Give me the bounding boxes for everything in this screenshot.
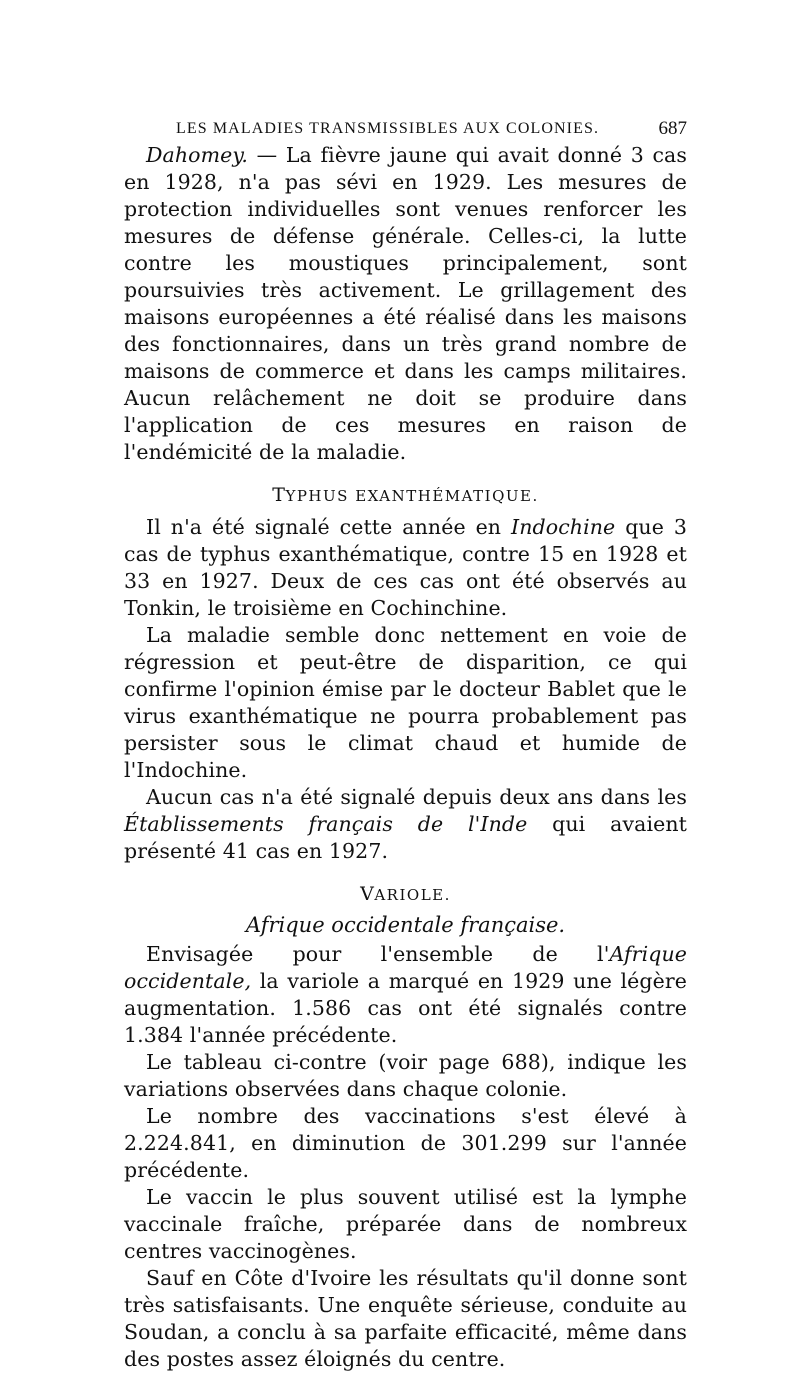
place-etablissements-inde: Établissements français de l'Inde: [124, 812, 528, 836]
paragraph-variole-3: Le nombre des vaccinations s'est élevé à 2.224.841, en diminution de 301.299 sur l'année précédente.: [124, 1104, 687, 1182]
page-number: 687: [658, 118, 687, 139]
place-indochine: Indochine: [511, 515, 616, 539]
dahomey-label: Dahomey.: [146, 143, 248, 167]
paragraph-dahomey: [124, 142, 687, 466]
dahomey-text: — La fièvre jaune qui avait donné 3 cas en 1928, n'a pas sévi en 1929. Les mesures de protection individuelles sont venues renforcer les mesures de défense générale. Celles-ci, la lutte contre les moustiques principalement, sont poursuivies très activement. Le grillagement des maisons européennes a été réalisé dans les maisons des fonctionnaires, dans un très grand nombre de maisons de commerce et dans les camps militaires. Aucun relâchement ne doit se produire dans l'application de ces mesures en raison de l'endémicité de la maladie.: [124, 143, 687, 464]
section-heading-typhus: TYPHUS EXANTHÉMATIQUE.: [272, 484, 539, 506]
page: [124, 118, 687, 1373]
paragraph-variole-1: Envisagée pour l'ensemble de l'Afrique occidentale, la variole a marqué en 1929 une légère augmentation. 1.586 cas ont été signalés contre 1.384 l'année précédente.: [124, 942, 687, 1047]
section-heading-variole: VARIOLE.: [360, 883, 451, 905]
paragraph-variole-5: Sauf en Côte d'Ivoire les résultats qu'il donne sont très satisfaisants. Une enquête sérieuse, conduite au Soudan, a conclu à sa parfaite efficacité, même dans des postes assez éloignés du centre.: [124, 1266, 687, 1371]
paragraph-typhus-3: Aucun cas n'a été signalé depuis deux ans dans les Établissements français de l'Inde qui avaient présenté 41 cas en 1927.: [124, 785, 687, 863]
subheading-afrique-occidentale: Afrique occidentale française.: [245, 913, 566, 937]
paragraph-variole-4: Le vaccin le plus souvent utilisé est la lymphe vaccinale fraîche, préparée dans de nombreux centres vaccinogènes.: [124, 1185, 687, 1263]
paragraph-typhus-2: La maladie semble donc nettement en voie de régression et peut-être de disparition, ce qui confirme l'opinion émise par le docteur Bablet que le virus exanthématique ne pourra probablement pas persister sous le climat chaud et humide de l'Indochine.: [124, 623, 687, 782]
place-afrique-occidentale: Afrique occidentale,: [124, 942, 687, 993]
paragraph-variole-2: Le tableau ci-contre (voir page 688), indique les variations observées dans chaque colonie.: [124, 1050, 687, 1101]
running-head: [124, 118, 687, 142]
running-title: LES MALADIES TRANSMISSIBLES AUX COLONIES.: [176, 120, 600, 137]
paragraph-typhus-1: Il n'a été signalé cette année en Indochine que 3 cas de typhus exanthématique, contre 15 en 1928 et 33 en 1927. Deux de ces cas ont été observés au Tonkin, le troisième en Cochinchine.: [124, 515, 687, 620]
